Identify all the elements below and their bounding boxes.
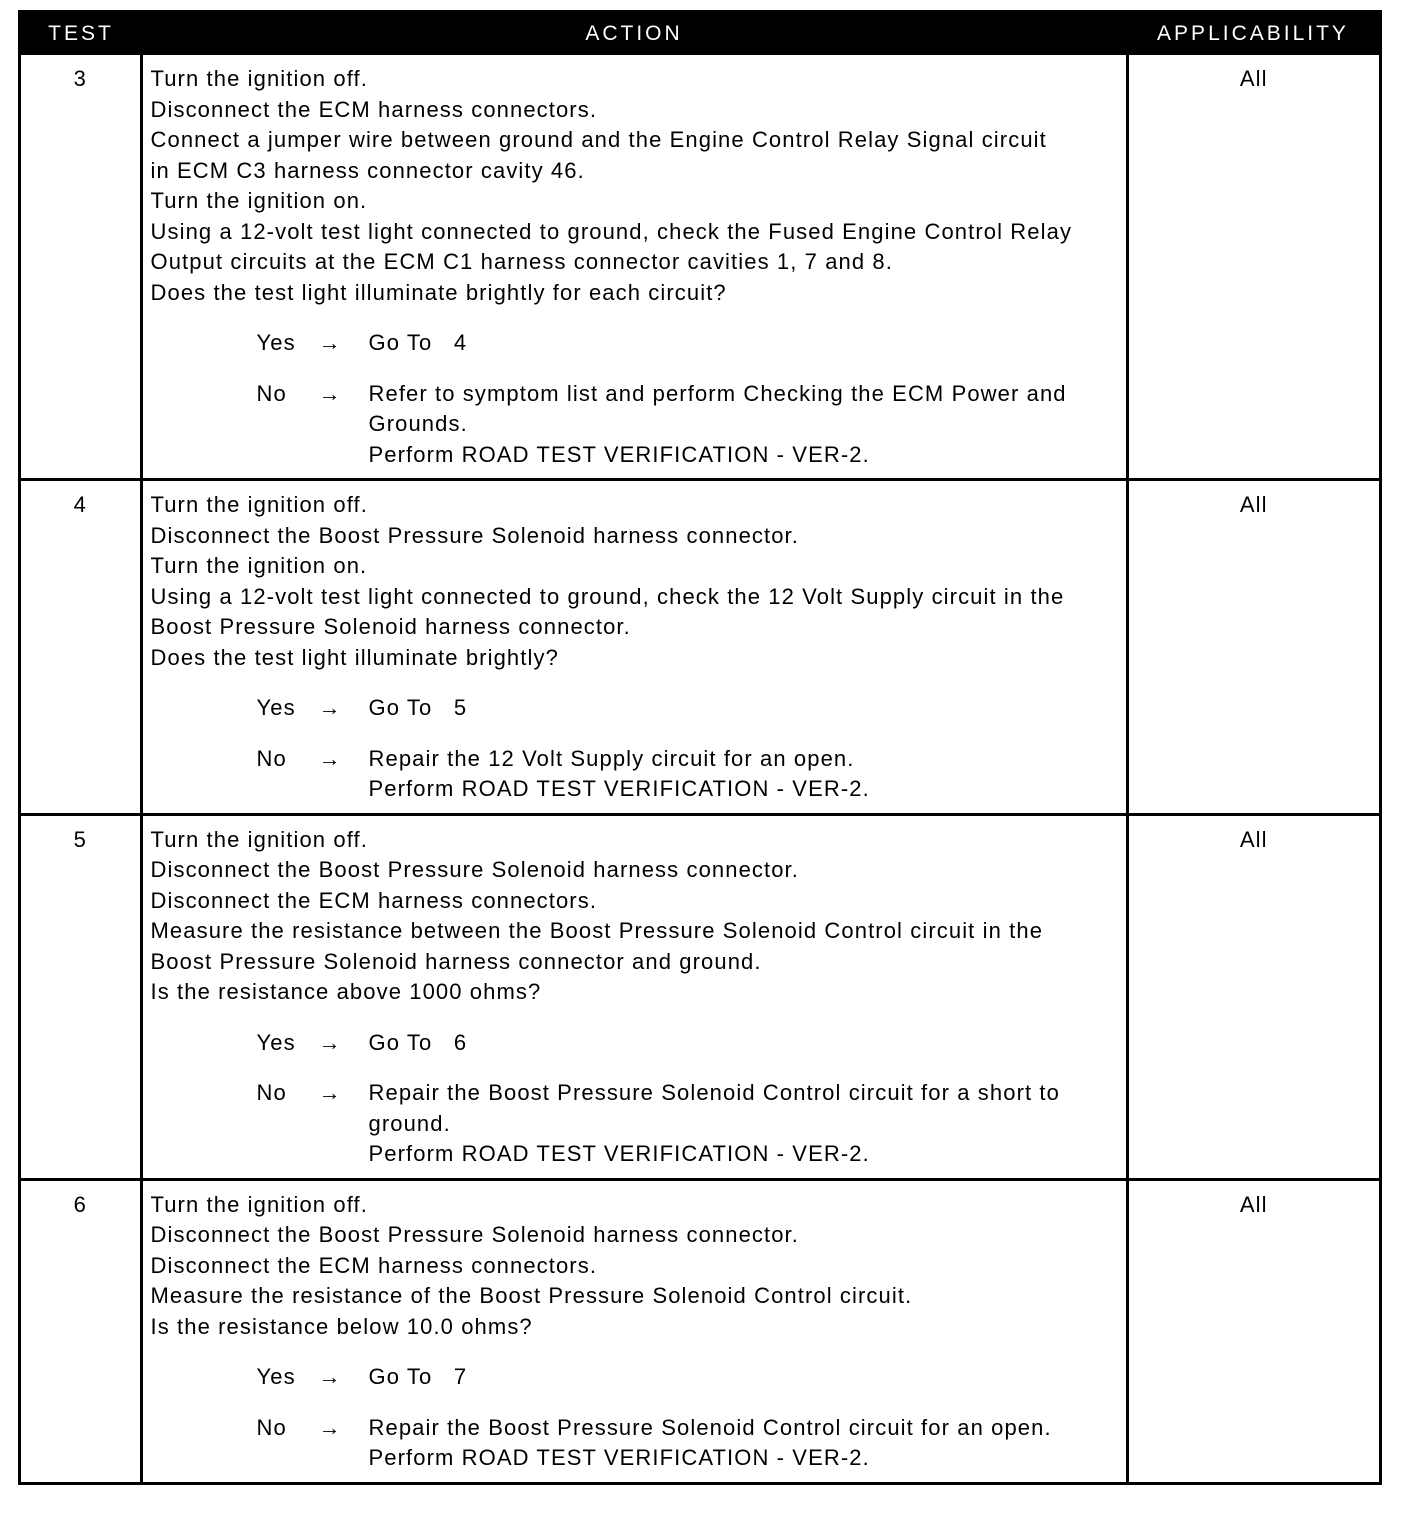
- table-row: [21, 55, 1379, 480]
- no-result-text: Repair the Boost Pressure Solenoid Control circuit for an open.: [368, 1414, 1052, 1440]
- table-row: [21, 814, 1379, 1179]
- yes-result: [369, 693, 1120, 724]
- action-step: Measure the resistance between the Boost Pressure Solenoid Control circuit in the: [150, 918, 1044, 943]
- action-step: Connect a jumper wire between ground and the Engine Control Relay Signal circuit: [150, 127, 1047, 152]
- no-result: [369, 379, 1120, 471]
- test-number: 6: [21, 1179, 141, 1482]
- no-branch: [257, 379, 1120, 471]
- action-step: Disconnect the ECM harness connectors.: [150, 887, 598, 913]
- test-number: 5: [21, 814, 141, 1179]
- action-step: Using a 12-volt test light connected to ground, check the Fused Engine Control Relay: [150, 218, 1073, 244]
- action-step: Boost Pressure Solenoid harness connector.: [150, 614, 631, 639]
- action-step: Disconnect the ECM harness connectors.: [150, 96, 598, 122]
- action-step: Is the resistance above 1000 ohms?: [150, 979, 542, 1004]
- yes-result-text: Go To 5: [368, 695, 468, 720]
- header-row: [21, 13, 1379, 55]
- action-step: Turn the ignition on.: [150, 188, 368, 213]
- action-step: Turn the ignition off.: [150, 1191, 368, 1217]
- verification-text: Perform ROAD TEST VERIFICATION - VER-2.: [368, 441, 870, 467]
- test-number: 3: [21, 55, 141, 480]
- yes-label: Yes: [256, 330, 296, 355]
- no-result: [369, 1078, 1120, 1170]
- action-cell: [141, 814, 1127, 1179]
- header-action: ACTION: [141, 13, 1127, 55]
- applicability-cell: All: [1127, 55, 1379, 480]
- no-label: No: [256, 1414, 287, 1440]
- yes-result-text: Go To 4: [368, 330, 468, 355]
- verification-text: Perform ROAD TEST VERIFICATION - VER-2.: [368, 1445, 870, 1470]
- no-branch: [257, 744, 1120, 805]
- action-step: Output circuits at the ECM C1 harness connector cavities 1, 7 and 8.: [150, 249, 893, 274]
- action-step: Does the test light illuminate brightly for each circuit?: [150, 279, 727, 305]
- applicability-cell: All: [1127, 1179, 1379, 1482]
- arrow-right-icon: →: [318, 1364, 342, 1389]
- no-result: [369, 744, 1120, 805]
- action-step: Turn the ignition off.: [150, 826, 368, 852]
- no-result-text: Repair the 12 Volt Supply circuit for an open.: [368, 745, 855, 771]
- header-test: TEST: [21, 13, 141, 55]
- yes-branch: [257, 1028, 1120, 1059]
- action-step: Boost Pressure Solenoid harness connector and ground.: [150, 948, 762, 974]
- action-step: Measure the resistance of the Boost Pressure Solenoid Control circuit.: [150, 1283, 913, 1308]
- verification-text: Perform ROAD TEST VERIFICATION - VER-2.: [368, 1141, 870, 1166]
- verification-text: Perform ROAD TEST VERIFICATION - VER-2.: [368, 776, 870, 801]
- arrow-right-icon: →: [318, 330, 342, 355]
- yes-branch: [257, 1362, 1120, 1393]
- test-table: [21, 13, 1379, 1482]
- header-applicability: APPLICABILITY: [1127, 13, 1379, 55]
- arrow-right-icon: →: [318, 745, 342, 771]
- yes-branch: [257, 693, 1120, 724]
- action-step: Disconnect the Boost Pressure Solenoid harness connector.: [150, 1222, 799, 1247]
- no-branch: [257, 1078, 1120, 1170]
- action-step: Does the test light illuminate brightly?: [150, 644, 559, 670]
- yes-label: Yes: [256, 1364, 296, 1389]
- applicability-cell: All: [1127, 814, 1379, 1179]
- action-step: Turn the ignition on.: [150, 553, 368, 578]
- action-step: in ECM C3 harness connector cavity 46.: [150, 157, 585, 183]
- yes-result: [369, 328, 1120, 359]
- arrow-right-icon: →: [318, 1029, 342, 1055]
- test-number: 4: [21, 480, 141, 815]
- arrow-right-icon: →: [318, 695, 342, 720]
- arrow-right-icon: →: [318, 1414, 342, 1440]
- yes-result-text: Go To 6: [368, 1029, 468, 1055]
- action-step: Is the resistance below 10.0 ohms?: [150, 1313, 533, 1339]
- no-label: No: [256, 745, 287, 771]
- yes-result: [369, 1362, 1120, 1393]
- action-cell: [141, 480, 1127, 815]
- arrow-right-icon: →: [318, 380, 342, 406]
- action-cell: [141, 55, 1127, 480]
- yes-result-text: Go To 7: [368, 1364, 468, 1389]
- applicability-cell: All: [1127, 480, 1379, 815]
- no-result-text: Refer to symptom list and perform Checking the ECM Power and Grounds.: [368, 380, 1067, 436]
- yes-label: Yes: [256, 1029, 296, 1055]
- action-step: Turn the ignition off.: [150, 492, 368, 517]
- no-result-text: Repair the Boost Pressure Solenoid Control circuit for a short to ground.: [368, 1080, 1060, 1136]
- table-row: [21, 480, 1379, 815]
- action-step: Disconnect the ECM harness connectors.: [150, 1252, 598, 1278]
- action-step: Using a 12-volt test light connected to ground, check the 12 Volt Supply circuit in the: [150, 583, 1065, 609]
- table-row: [21, 1179, 1379, 1482]
- yes-result: [369, 1028, 1120, 1059]
- no-branch: [257, 1413, 1120, 1474]
- action-step: Turn the ignition off.: [150, 66, 368, 91]
- yes-label: Yes: [256, 695, 296, 720]
- action-step: Disconnect the Boost Pressure Solenoid harness connector.: [150, 522, 799, 548]
- no-label: No: [256, 380, 287, 406]
- no-result: [369, 1413, 1120, 1474]
- action-cell: [141, 1179, 1127, 1482]
- no-label: No: [256, 1080, 287, 1105]
- arrow-right-icon: →: [318, 1080, 342, 1105]
- action-step: Disconnect the Boost Pressure Solenoid harness connector.: [150, 857, 799, 882]
- diagnostic-table: [18, 10, 1382, 1485]
- yes-branch: [257, 328, 1120, 359]
